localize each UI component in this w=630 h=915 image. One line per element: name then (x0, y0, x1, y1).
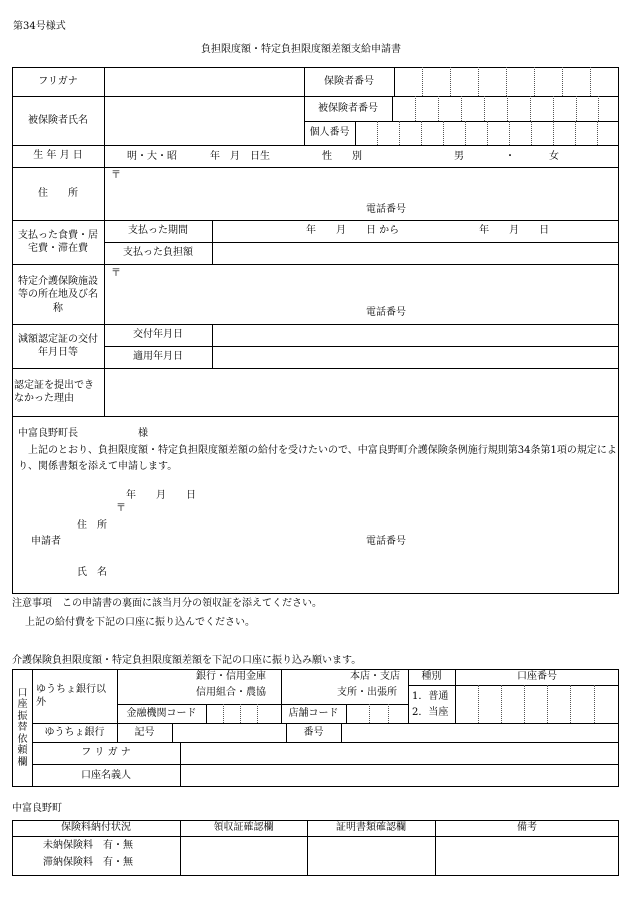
document-check-header: 証明書類確認欄 (336, 822, 406, 834)
yucho-number-label: 番号 (303, 726, 324, 738)
remarks-header: 備考 (517, 822, 537, 834)
yucho-label: ゆうちょ銀行 (44, 726, 105, 738)
applicant-label: 申請者 (31, 536, 61, 547)
applicant-name-label: 氏 名 (77, 567, 107, 578)
town-name: 中富良野町 (12, 803, 62, 814)
declaration-date: 年 月 日 (126, 490, 196, 501)
addressee: 中富良野町長 (18, 428, 78, 439)
bank-section-header: 介護保険負担限度額・特定負担限度額差額を下記の口座に振り込み願います。 (12, 655, 362, 666)
page-title: 負担限度額・特定負担限度額差額支給申請書 (201, 44, 401, 55)
note-transfer: 上記の給付費を下記の口座に振り込んでください。 (25, 617, 255, 628)
account-number-label: 口座番号 (517, 671, 557, 683)
insurer-number-label: 保険者番号 (324, 75, 374, 87)
account-holder-label: 口座名義人 (81, 769, 131, 781)
note-attach-receipt: 注意事項 この申請書の裏面に該当月分の領収証を添えてください。 (12, 598, 322, 609)
paid-period-label: 支払った期間 (128, 225, 188, 237)
certificate-label: 減額認定証の交付年月日等 (18, 333, 98, 358)
sex-label: 性 別 (322, 151, 362, 162)
account-kind-label: 種別 (421, 671, 442, 683)
birth-ymd: 年 月 日生 (210, 151, 270, 162)
sex-female: 女 (549, 151, 559, 162)
bank-types-row1: 銀行・信用金庫 (196, 671, 266, 682)
payment-status-header: 保険料納付状況 (61, 822, 131, 834)
unpaid-premium: 未納保険料 有・無 (43, 840, 133, 851)
branch-types-row2: 支所・出張所 (337, 687, 397, 698)
overdue-premium: 滞納保険料 有・無 (43, 857, 133, 868)
branch-types-row1: 本店・支店 (350, 671, 400, 682)
bank-side-label: 口座振替依頼欄 (17, 687, 28, 768)
sex-male: 男 (454, 151, 464, 162)
holder-furigana-label: フ リ ガ ナ (81, 747, 131, 759)
insured-name-label: 被保険者氏名 (28, 114, 88, 126)
paid-expenses-label: 支払った食費・居宅費・滞在費 (18, 229, 98, 254)
receipt-check-header: 領収証確認欄 (213, 822, 274, 834)
sex-separator: ・ (505, 151, 515, 162)
personal-number-label: 個人番号 (309, 127, 350, 139)
address-postal-mark: 〒 (111, 170, 121, 181)
account-kind-ordinary: 1．普通 (412, 691, 449, 702)
address-phone-label: 電話番号 (366, 204, 406, 215)
branch-code-label: 店舗コード (288, 707, 339, 719)
apply-date-label: 適用年月日 (133, 351, 183, 363)
applicant-address-label: 住 所 (77, 520, 107, 531)
facility-label: 特定介護保険施設等の所在地及び名称 (18, 275, 98, 314)
facility-postal-mark: 〒 (111, 268, 121, 279)
addressee-sama: 様 (138, 428, 148, 439)
birth-date-label: 生 年 月 日 (33, 150, 83, 162)
address-label: 住 所 (38, 187, 78, 199)
applicant-postal-mark: 〒 (116, 503, 126, 514)
bank-types-row2: 信用組合・農協 (196, 687, 266, 698)
applicant-phone-label: 電話番号 (366, 536, 406, 547)
non-yucho-label: ゆうちょ銀行以外 (36, 683, 106, 708)
yucho-symbol-label: 記号 (134, 726, 155, 738)
furigana-label: フリガナ (38, 75, 78, 87)
reason-label: 認定証を提出できなかった理由 (14, 379, 94, 404)
issue-date-label: 交付年月日 (133, 329, 183, 341)
institution-code-label: 金融機関コード (126, 707, 197, 719)
paid-period-dates: 年 月 日 から 年 月 日 (306, 225, 550, 236)
paid-amount-label: 支払った負担額 (123, 247, 193, 259)
insured-number-label: 被保険者番号 (318, 102, 378, 114)
declaration-body: 上記のとおり、負担限度額・特定負担限度額差額の給付を受けたいので、中富良野町介護保険条例施行規則第34条第1項の規定により、関係書類を添えて申請します。 (18, 445, 617, 472)
birth-eras: 明・大・昭 (127, 151, 177, 162)
facility-phone-label: 電話番号 (366, 307, 406, 318)
account-kind-current: 2．当座 (412, 707, 449, 718)
form-number: 第34号様式 (13, 21, 66, 32)
